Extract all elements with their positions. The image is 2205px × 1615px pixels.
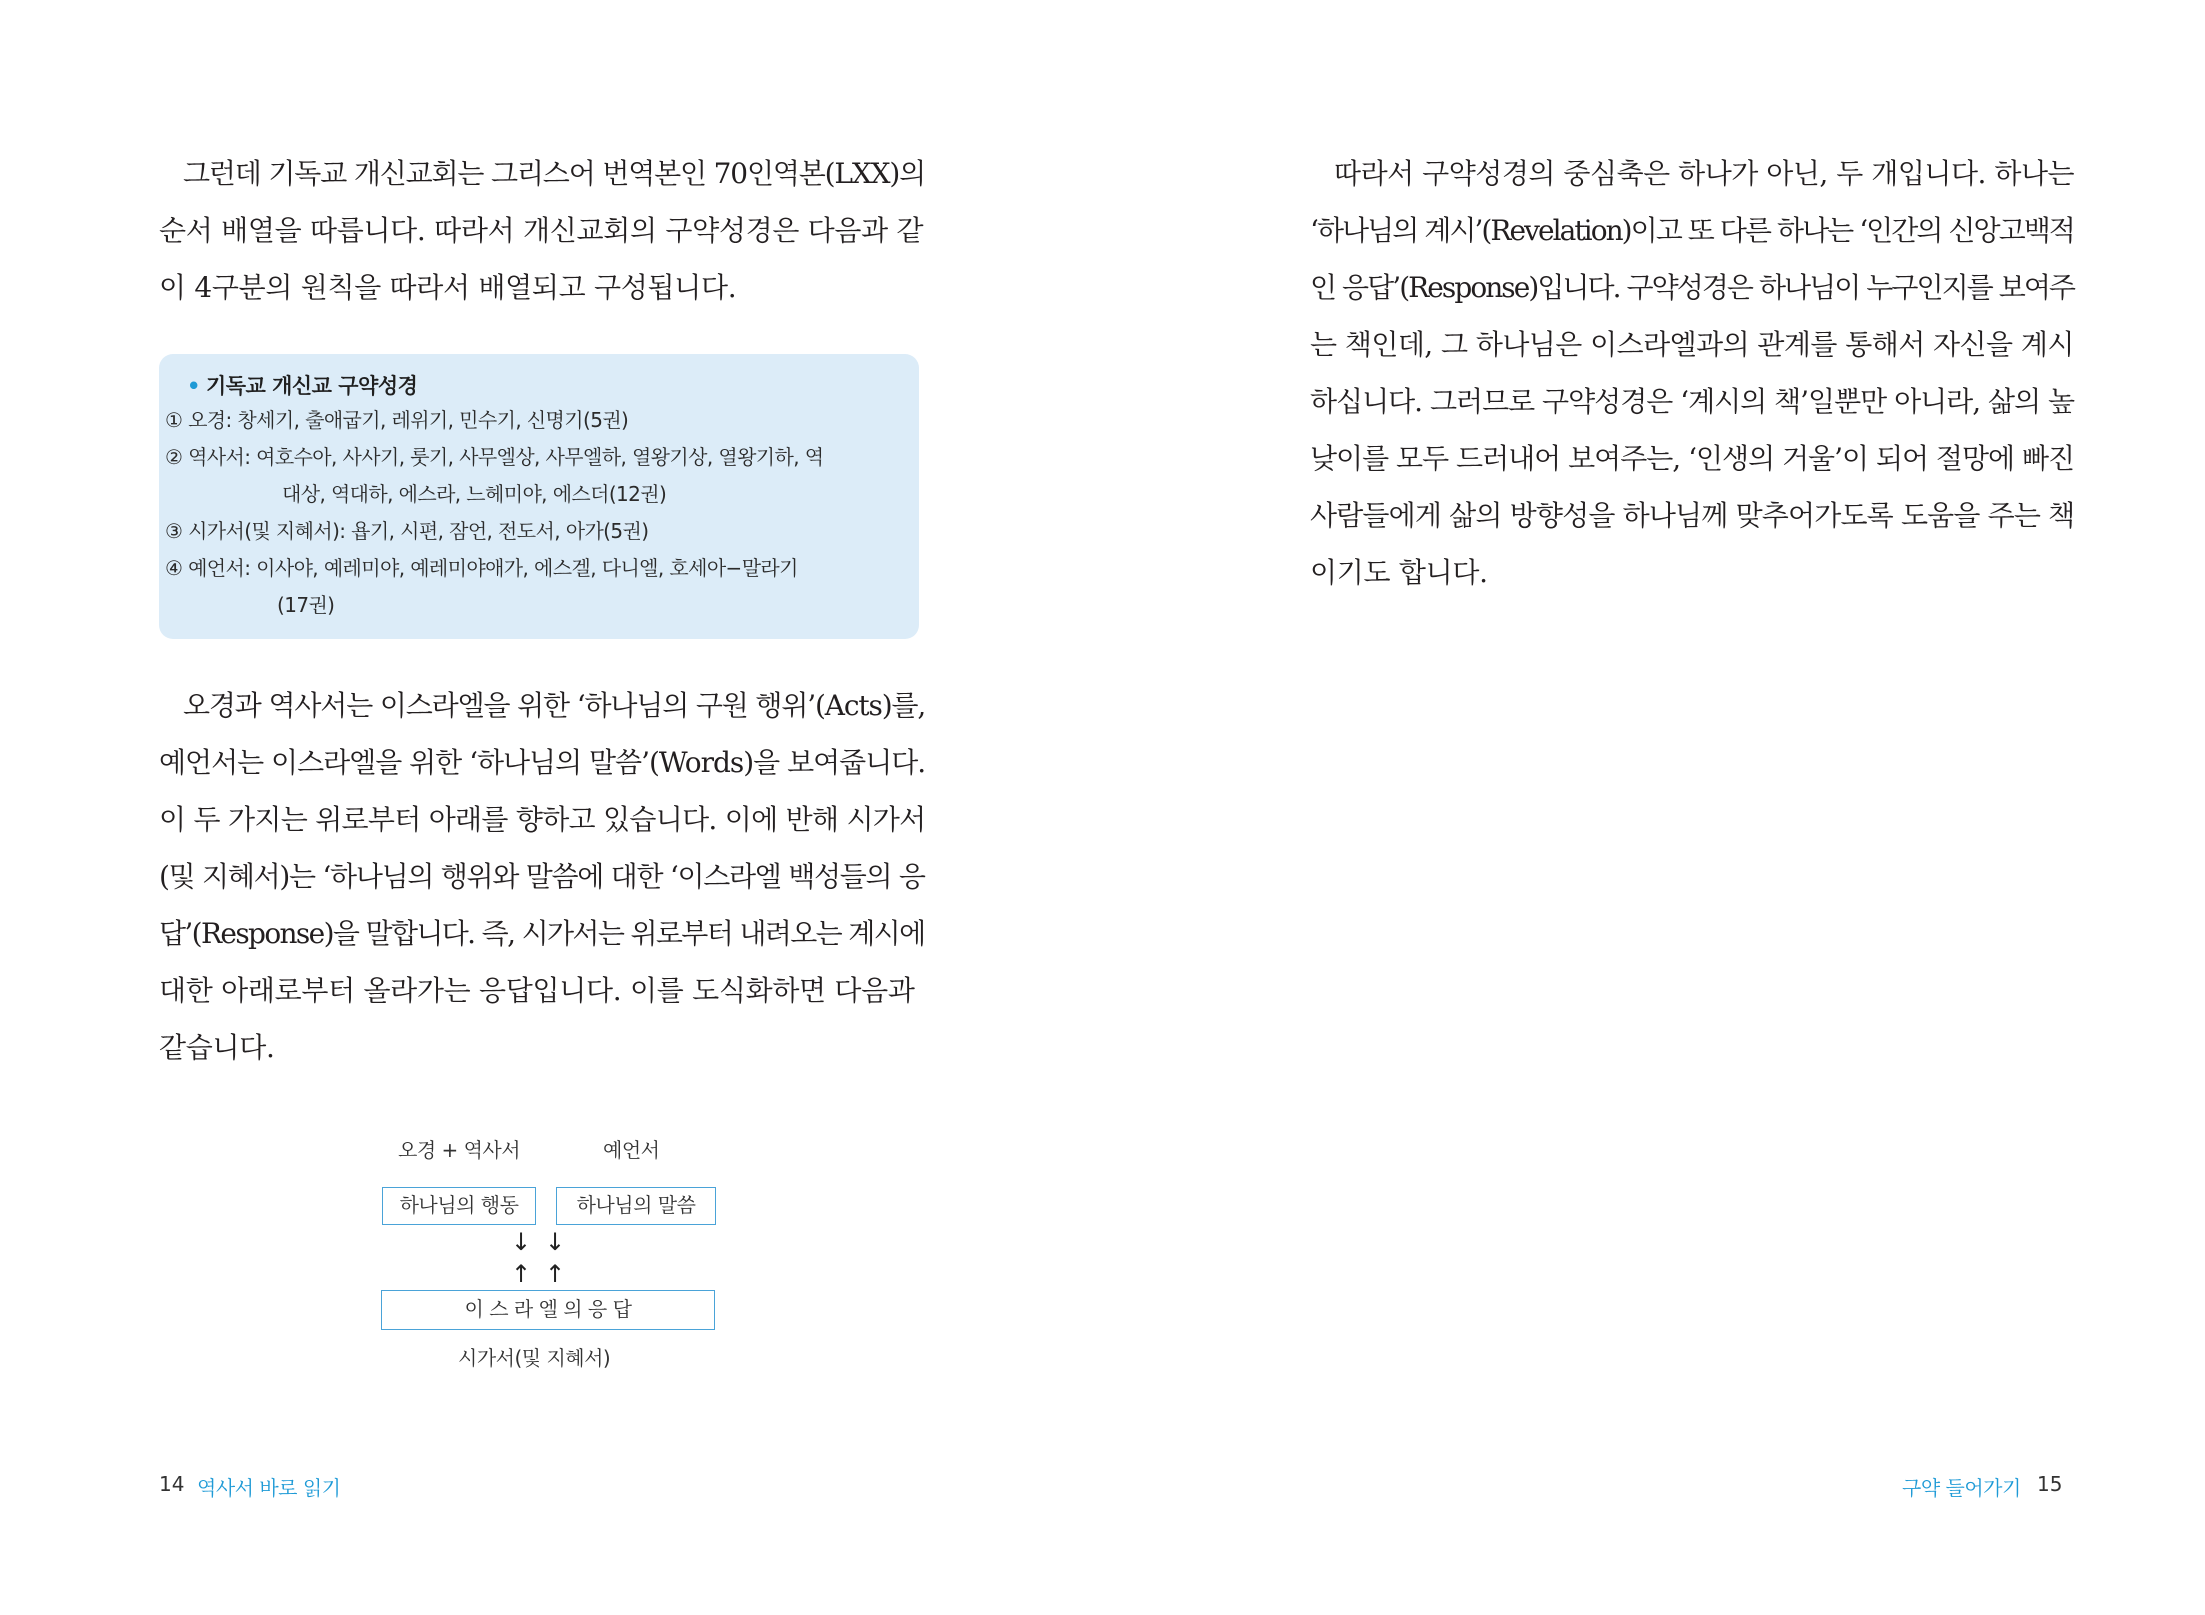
text-line: 인 응답’(Response)입니다. 구약성경은 하나님이 누구인지를 보여주 [1310,271,2075,304]
text-line: 이 두 가지는 위로부터 아래를 향하고 있습니다. 이에 반해 시가서 [159,803,926,836]
arrow-up-icon: ↑ [511,1260,532,1288]
text-line: 순서 배열을 따릅니다. 따라서 개신교회의 구약성경은 다음과 같 [159,214,924,247]
page-number: 14 [159,1472,185,1496]
text-line: 이 4구분의 원칙을 따라서 배열되고 구성됩니다. [159,271,737,304]
text-line: 하십니다. 그러므로 구약성경은 ‘계시의 책’일뿐만 아니라, 삶의 높 [1310,385,2075,418]
right-page [1102,0,2205,1615]
text-line: 따라서 구약성경의 중심축은 하나가 아닌, 두 개입니다. 하나는 [1334,157,2075,190]
page-number: 15 [2037,1472,2063,1496]
diagram-label-bottom: 시가서(및 지혜서) [458,1346,611,1370]
info-box-line: ③ 시가서(및 지혜서): 욥기, 시편, 잠언, 전도서, 아가(5권) [165,519,649,543]
text-line: 오경과 역사서는 이스라엘을 위한 ‘하나님의 구원 행위’(Acts)를, [183,689,926,722]
running-title: 구약 들어가기 [1902,1476,2021,1500]
arrow-up-icon: ↑ [545,1260,566,1288]
info-box-line: 대상, 역대하, 에스라, 느헤미야, 에스더(12권) [282,482,667,506]
bullet-icon: • [187,374,200,398]
diagram-box-god-word: 하나님의 말씀 [556,1187,716,1225]
info-box-title-text: 기독교 개신교 구약성경 [205,374,418,398]
text-line: 는 책인데, 그 하나님은 이스라엘과의 관계를 통해서 자신을 계시 [1310,328,2074,361]
running-title: 역사서 바로 읽기 [197,1476,341,1500]
text-line: (및 지혜서)는 ‘하나님의 행위와 말씀에 대한 ‘이스라엘 백성들의 응 [159,860,925,893]
text-line: 같습니다. [159,1031,275,1064]
text-line: 대한 아래로부터 올라가는 응답입니다. 이를 도식화하면 다음과 [159,974,915,1007]
info-box-line: ② 역사서: 여호수아, 사사기, 룻기, 사무엘상, 사무엘하, 열왕기상, 열왕기하, 역 [165,445,824,469]
info-box-title [187,370,417,400]
text-line: ‘하나님의 계시’(Revelation)이고 또 다른 하나는 ‘인간의 신앙고백적 [1310,214,2074,247]
text-line: 사람들에게 삶의 방향성을 하나님께 맞추어가도록 도움을 주는 책 [1310,499,2075,532]
diagram-label-left: 오경 + 역사서 [398,1138,521,1162]
info-box-line: ④ 예언서: 이사야, 예레미야, 예레미야애가, 에스겔, 다니엘, 호세아−말라기 [165,556,798,580]
info-box [159,354,919,639]
text-line: 낮이를 모두 드러내어 보여주는, ‘인생의 거울’이 되어 절망에 빠진 [1310,442,2075,475]
left-page [0,0,1102,1615]
arrow-down-icon: ↓ [545,1228,566,1256]
info-box-line: (17권) [277,593,335,617]
text-line: 답’(Response)을 말합니다. 즉, 시가서는 위로부터 내려오는 계시에 [159,917,925,950]
text-line: 예언서는 이스라엘을 위한 ‘하나님의 말씀’(Words)을 보여줍니다. [159,746,926,779]
text-line: 그런데 기독교 개신교회는 그리스어 번역본인 70인역본(LXX)의 [183,157,926,190]
arrow-down-icon: ↓ [511,1228,532,1256]
diagram-label-right: 예언서 [603,1138,660,1162]
text-line: 이기도 합니다. [1310,556,1488,589]
diagram-box-israel-response: 이 스 라 엘 의 응 답 [381,1290,715,1330]
info-box-line: ① 오경: 창세기, 출애굽기, 레위기, 민수기, 신명기(5권) [165,408,629,432]
diagram-box-god-action: 하나님의 행동 [382,1187,536,1225]
